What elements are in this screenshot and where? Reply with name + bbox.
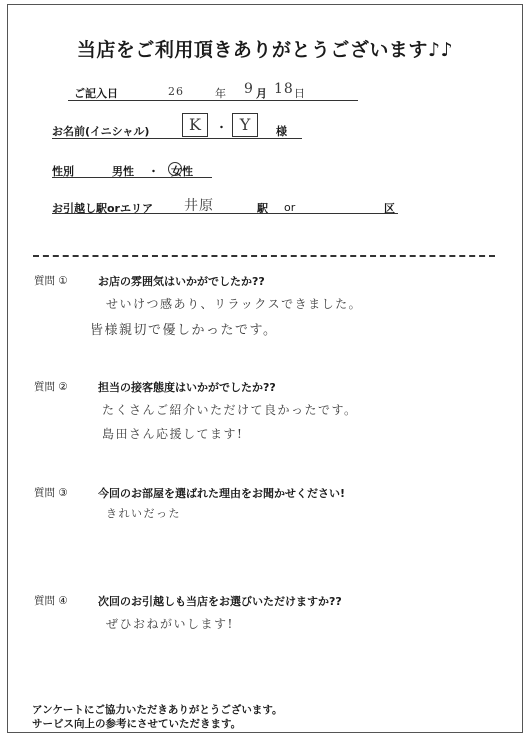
question-2-answer-line-2: 島田さん応援してます! — [102, 427, 244, 441]
ward-unit: 区 — [384, 202, 395, 215]
question-2-answer-line-1: たくさんご紹介いただけて良かったです。 — [102, 403, 358, 417]
station-value: 井原 — [184, 198, 214, 214]
question-1-text: お店の雰囲気はいかがでしたか?? — [98, 275, 265, 288]
name-underline — [52, 138, 302, 139]
day-unit: 日 — [294, 87, 305, 100]
page-title: 当店をご利用頂きありがとうございます♪♪ — [76, 39, 454, 61]
question-4-label: 質問 ④ — [34, 595, 68, 607]
question-3-answer-line-1: きれいだった — [106, 507, 181, 520]
survey-sheet — [7, 4, 523, 733]
question-1-label: 質問 ① — [34, 275, 68, 287]
initial-box-1: K — [182, 113, 208, 137]
question-4-text: 次回のお引越しも当店をお選びいただけますか?? — [98, 595, 342, 608]
footer-line-2: サービス向上の参考にさせていただきます。 — [32, 718, 242, 730]
gender-separator: ・ — [148, 165, 159, 178]
section-divider — [33, 255, 495, 257]
station-underline — [52, 213, 398, 214]
question-4-answer-line-1: ぜひおねがいします! — [106, 617, 234, 631]
initial-separator: ・ — [216, 121, 227, 134]
month-unit: 月 — [256, 87, 267, 100]
footer-line-1: アンケートにご協力いただきありがとうございます。 — [32, 704, 283, 716]
date-day-value: 18 — [274, 81, 294, 97]
or-text: or — [284, 201, 296, 214]
question-3-text: 今回のお部屋を選ばれた理由をお聞かせください! — [98, 487, 346, 500]
gender-female: 女性 — [171, 165, 193, 178]
date-year-value: 26 — [168, 85, 184, 98]
date-label: ご記入日 — [74, 87, 118, 100]
station-unit: 駅 — [257, 202, 268, 215]
honorific: 様 — [276, 125, 287, 138]
year-unit: 年 — [215, 87, 226, 100]
question-3-label: 質問 ③ — [34, 487, 68, 499]
gender-label: 性別 — [52, 165, 74, 178]
question-2-text: 担当の接客態度はいかがでしたか?? — [98, 381, 276, 394]
question-1-answer-line-2: 皆様親切で優しかったです。 — [90, 323, 278, 338]
gender-male: 男性 — [112, 165, 134, 178]
date-underline — [68, 100, 358, 101]
station-label: お引越し駅orエリア — [52, 202, 153, 215]
question-1-answer-line-1: せいけつ感あり、リラックスできました。 — [106, 297, 363, 311]
gender-underline — [52, 177, 212, 178]
gender-selection-circle — [168, 162, 182, 176]
date-month-value: 9 — [244, 81, 254, 97]
name-label: お名前(イニシャル) — [52, 125, 150, 138]
initial-box-2: Y — [232, 113, 258, 137]
question-2-label: 質問 ② — [34, 381, 68, 393]
